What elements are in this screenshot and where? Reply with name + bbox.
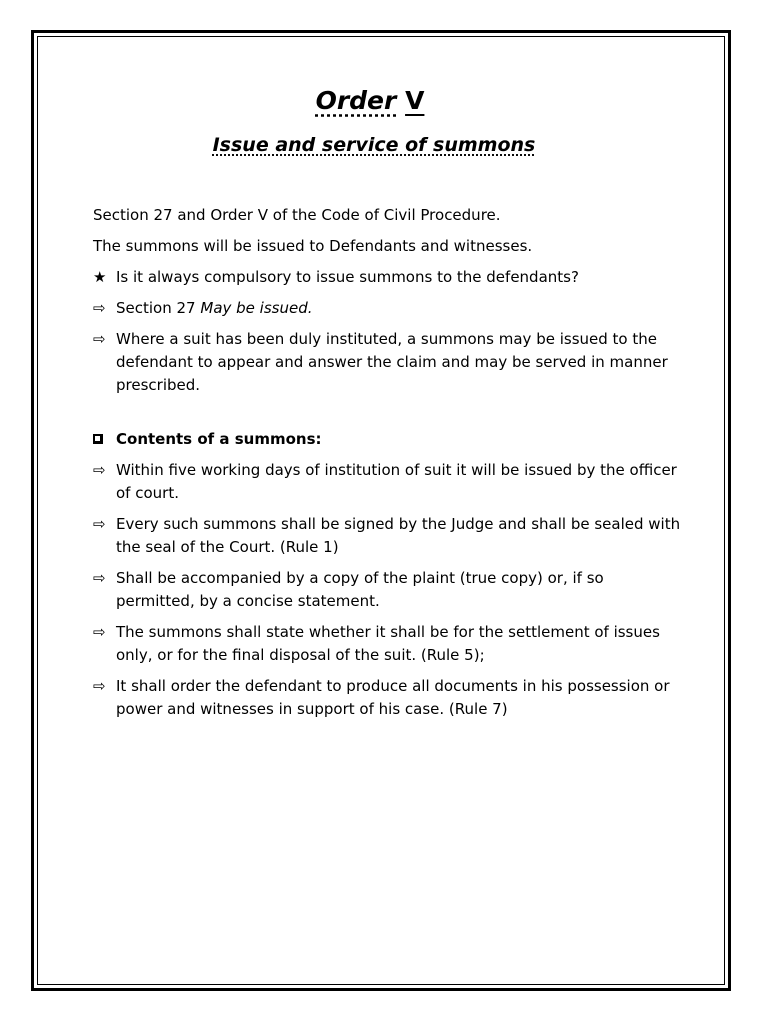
checkbox-icon — [93, 428, 111, 451]
list-item-text: Within five working days of institution of suit it will be issued by the officer of court. — [116, 461, 677, 502]
contents-heading: Contents of a summons: — [116, 430, 322, 448]
arrow-right-icon: ⇨ — [93, 299, 106, 317]
intro-paragraph: Section 27 and Order V of the Code of Civil Procedure. — [93, 206, 501, 224]
list-item — [93, 328, 683, 397]
list-item-text: It shall order the defendant to produce all documents in his possession or power and witnesses in support of his case. (Rule 7) — [116, 677, 670, 718]
summons-paragraph: The summons will be issued to Defendants and witnesses. — [93, 237, 533, 255]
section-heading — [93, 428, 683, 451]
arrow-right-icon: ⇨ — [93, 330, 106, 348]
page-subtitle: Issue and service of summons — [212, 134, 536, 156]
list-item-text: The summons shall state whether it shall be for the settlement of issues only, or for the final disposal of the suit. (Rule 5); — [116, 623, 660, 664]
list-item — [93, 513, 683, 559]
list-item — [93, 621, 683, 667]
arrow-right-icon: ⇨ — [93, 623, 106, 641]
document-body — [93, 204, 683, 729]
list-item — [93, 567, 683, 613]
list-item — [93, 297, 683, 320]
arrow-right-icon: ⇨ — [93, 515, 106, 533]
list-item-text: Is it always compulsory to issue summons to the defendants? — [116, 268, 579, 286]
list-item-text: Every such summons shall be signed by the Judge and shall be sealed with the seal of the Court. (Rule 1) — [116, 515, 681, 556]
page-title — [0, 86, 740, 115]
star-icon: ★ — [93, 268, 107, 286]
arrow-right-icon: ⇨ — [93, 569, 106, 587]
section27-italic-text: May be issued. — [200, 299, 313, 317]
section27-text: Section 27 — [116, 299, 196, 317]
list-item-text: Shall be accompanied by a copy of the plaint (true copy) or, if so permitted, by a concise statement. — [116, 569, 604, 610]
list-item-text: Where a suit has been duly instituted, a summons may be issued to the defendant to appear and answer the claim and may be served in manner prescribed. — [116, 330, 668, 394]
arrow-right-icon: ⇨ — [93, 461, 106, 479]
title-main: Order — [315, 86, 397, 115]
list-item — [93, 459, 683, 505]
list-item — [93, 266, 683, 289]
list-item — [93, 675, 683, 721]
arrow-right-icon: ⇨ — [93, 677, 106, 695]
title-suffix: V — [405, 86, 425, 115]
